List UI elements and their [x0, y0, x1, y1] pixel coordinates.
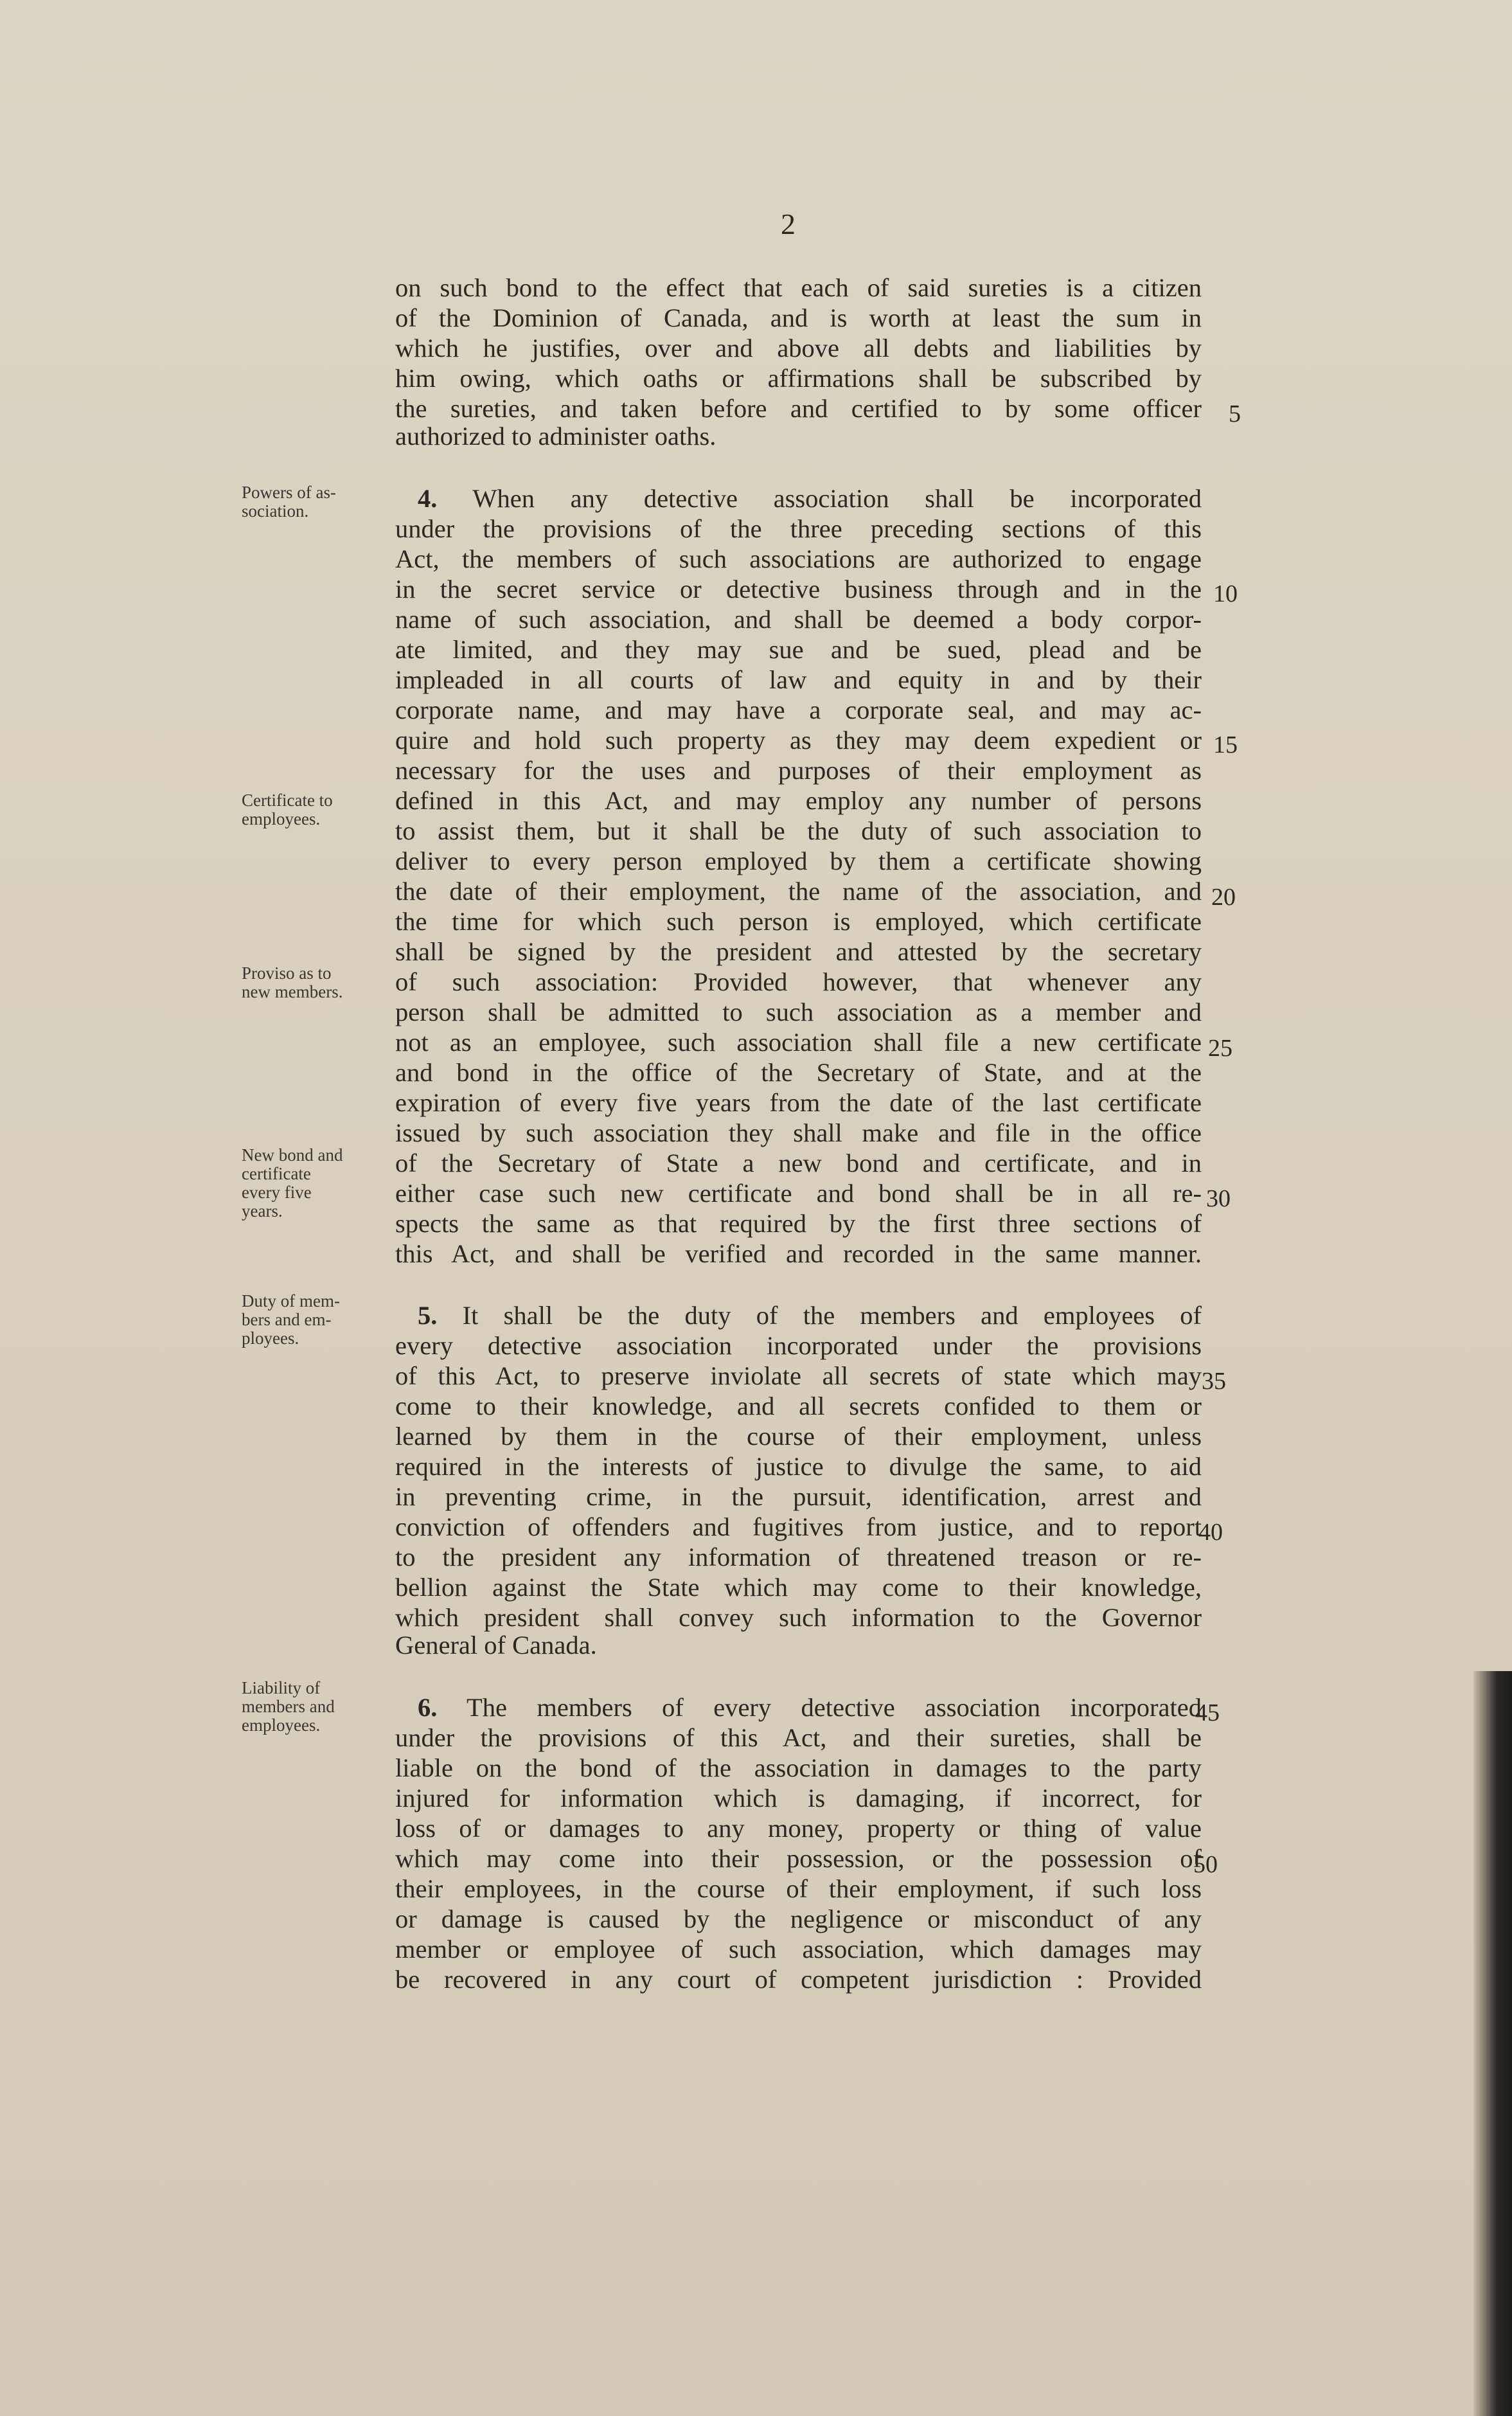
line-number: 35 [1202, 1368, 1226, 1395]
body-line: member or employee of such association, which damages may [395, 1935, 1202, 1964]
section-number-5: 5. [418, 1301, 438, 1330]
body-line: issued by such association they shall make and file in the office [395, 1118, 1202, 1147]
body-line: on such bond to the effect that each of said sureties is a citizen [395, 273, 1202, 302]
body-line: in preventing crime, in the pursuit, identification, arrest and [395, 1482, 1202, 1511]
section-number-4: 4. [418, 484, 438, 513]
section-5-first-line: 5. It shall be the duty of the members and employees of [418, 1301, 1202, 1330]
body-line: required in the interests of justice to divulge the same, to aid [395, 1452, 1202, 1481]
body-line: impleaded in all courts of law and equity in and by their [395, 665, 1202, 694]
body-line: liable on the bond of the association in damages to the party [395, 1753, 1202, 1782]
body-line: in the secret service or detective business through and in the [395, 575, 1202, 604]
body-line: which he justifies, over and above all debts and liabilities by [395, 334, 1202, 362]
body-line: him owing, which oaths or affirmations shall be subscribed by [395, 364, 1202, 393]
sidenote-powers-of-association: Powers of as- sociation. [242, 483, 336, 521]
body-line: Act, the members of such associations are authorized to engage [395, 544, 1202, 573]
line-number: 20 [1211, 884, 1236, 911]
line-number: 15 [1213, 731, 1238, 758]
body-line: of the Secretary of State a new bond and certificate, and in [395, 1149, 1202, 1177]
body-line: conviction of offenders and fugitives from justice, and to report [395, 1512, 1202, 1541]
body-line: the sureties, and taken before and certified to by some officer [395, 394, 1202, 423]
body-line: necessary for the uses and purposes of their employment as [395, 756, 1202, 785]
line-number: 50 [1193, 1851, 1218, 1878]
body-line: which may come into their possession, or the possession of [395, 1844, 1202, 1873]
line-number: 30 [1206, 1185, 1231, 1212]
body-line: come to their knowledge, and all secrets confided to them or [395, 1391, 1202, 1420]
sidenote-proviso-new-members: Proviso as to new members. [242, 963, 343, 1001]
sidenote-new-bond-certificate: New bond and certificate every five years. [242, 1145, 343, 1221]
body-line: this Act, and shall be verified and recorded in the same manner. [395, 1239, 1202, 1268]
body-line: the time for which such person is employed, which certificate [395, 907, 1202, 936]
body-line: of this Act, to preserve inviolate all secrets of state which may [395, 1361, 1202, 1390]
section-6-first-line: 6. The members of every detective association incorporated [418, 1693, 1202, 1722]
body-line: General of Canada. [395, 1631, 597, 1660]
body-line: quire and hold such property as they may deem expedient or [395, 726, 1202, 755]
body-line: and bond in the office of the Secretary of State, and at the [395, 1058, 1202, 1087]
body-line: person shall be admitted to such association as a member and [395, 998, 1202, 1026]
body-line: under the provisions of the three preceding sections of this [395, 514, 1202, 543]
section-number-6: 6. [418, 1693, 438, 1722]
body-line: expiration of every five years from the date of the last certificate [395, 1088, 1202, 1117]
body-line: every detective association incorporated under the provisions [395, 1331, 1202, 1360]
body-line: of such association: Provided however, that whenever any [395, 967, 1202, 996]
body-line: spects the same as that required by the first three sections of [395, 1209, 1202, 1238]
body-line: injured for information which is damaging, if incorrect, for [395, 1784, 1202, 1812]
body-line: their employees, in the course of their employment, if such loss [395, 1874, 1202, 1903]
sidenote-liability-of-members: Liability of members and employees. [242, 1678, 335, 1735]
body-line: which president shall convey such information to the Governor [395, 1603, 1202, 1632]
body-line: or damage is caused by the negligence or misconduct of any [395, 1904, 1202, 1933]
sidenote-certificate-to-employees: Certificate to employees. [242, 791, 333, 828]
body-line: the date of their employment, the name of the association, and [395, 877, 1202, 906]
body-line: authorized to administer oaths. [395, 422, 716, 451]
body-line: of the Dominion of Canada, and is worth at least the sum in [395, 303, 1202, 332]
body-line: name of such association, and shall be deemed a body corpor- [395, 605, 1202, 634]
body-line: bellion against the State which may come to their knowledge, [395, 1573, 1202, 1602]
body-line: defined in this Act, and may employ any number of persons [395, 786, 1202, 815]
body-line: either case such new certificate and bond shall be in all re- [395, 1179, 1202, 1208]
body-line: ate limited, and they may sue and be sued, plead and be [395, 635, 1202, 664]
body-line: to assist them, but it shall be the duty of such association to [395, 816, 1202, 845]
page-edge-shadow [1473, 1671, 1512, 2416]
line-number: 40 [1198, 1519, 1223, 1546]
body-line: not as an employee, such association shall file a new certificate [395, 1028, 1202, 1057]
line-number: 25 [1208, 1035, 1232, 1062]
body-line: loss of or damages to any money, property or thing of value [395, 1814, 1202, 1843]
page-number: 2 [781, 208, 796, 240]
line-number: 10 [1213, 580, 1238, 607]
sidenote-duty-of-members: Duty of mem- bers and em- ployees. [242, 1291, 340, 1348]
body-line: be recovered in any court of competent jurisdiction : Provided [395, 1965, 1202, 1994]
section-4-first-line: 4. When any detective association shall be incorporated [418, 484, 1202, 513]
body-line: corporate name, and may have a corporate seal, and may ac- [395, 695, 1202, 724]
body-line: deliver to every person employed by them a certificate showing [395, 846, 1202, 875]
body-line: learned by them in the course of their employment, unless [395, 1422, 1202, 1451]
body-line: under the provisions of this Act, and their sureties, shall be [395, 1723, 1202, 1752]
line-number: 5 [1229, 400, 1241, 427]
body-line: shall be signed by the president and attested by the secretary [395, 937, 1202, 966]
body-line: to the president any information of threatened treason or re- [395, 1543, 1202, 1571]
line-number: 45 [1195, 1699, 1220, 1726]
